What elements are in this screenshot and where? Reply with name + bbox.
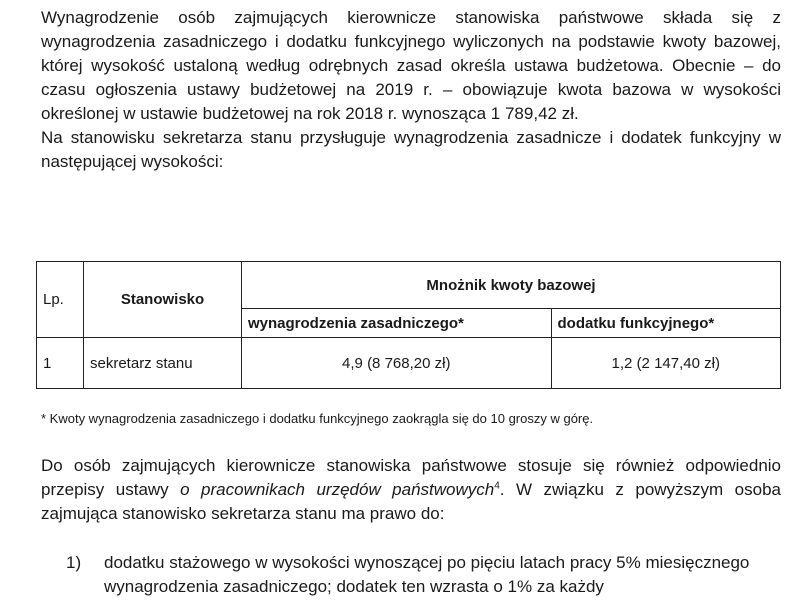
table-header-row xyxy=(37,262,781,309)
cell-lp: 1 xyxy=(37,338,84,389)
list-item-text: dodatku stażowego w wysokości wynoszącej po pięciu latach pracy 5% miesięcznego wynagrodzenia zasadniczego; dodatek ten wzrasta o 1% za każdy xyxy=(104,553,750,596)
law-title: o pracownikach urzędów państwowych xyxy=(180,480,495,499)
cell-wynagrodzenia: 4,9 (8 768,20 zł) xyxy=(242,338,552,389)
paragraph-base-amount: Wynagrodzenie osób zajmujących kierownicze stanowiska państwowe składa się z wynagrodzenia zasadniczego i dodatku funkcyjnego wyliczonych na podstawie kwoty bazowej, której wysokość ustaloną według odrębnych zasad określa ustawa budżetowa. Obecnie – do czasu ogłoszenia ustawy budżetowej na 2019 r. – obowiązuje kwota bazowa w wysokości określonej w ustawie budżetowej na rok 2018 r. wynosząca 1 789,42 zł. xyxy=(41,8,781,123)
paragraph-text-before: Do osób zajmujących kierownicze stanowiska państwowe stosuje się również odpowiednio przepisy ustawy xyxy=(41,456,781,499)
header-dodatku: dodatku funkcyjnego* xyxy=(551,309,780,338)
paragraph-applicable-law xyxy=(41,454,781,526)
header-mnoznik: Mnożnik kwoty bazowej xyxy=(242,262,781,309)
paragraph-text-after: . W związku z powyższym osoba zajmująca stanowisko sekretarza stanu ma prawo do: xyxy=(41,480,781,523)
paragraph-secretary-salary: Na stanowisku sekretarza stanu przysługuje wynagrodzenia zasadnicze i dodatek funkcyjny w następującej wysokości: xyxy=(41,128,781,171)
cell-dodatku: 1,2 (2 147,40 zł) xyxy=(551,338,780,389)
table-row xyxy=(37,338,781,389)
cell-stanowisko: sekretarz stanu xyxy=(84,338,242,389)
list-item xyxy=(66,551,781,599)
header-lp: Lp. xyxy=(37,262,84,338)
footnote-ref: 4 xyxy=(494,480,500,492)
table-footnote: * Kwoty wynagrodzenia zasadniczego i dodatku funkcyjnego zaokrągla się do 10 groszy w górę. xyxy=(41,411,594,426)
header-stanowisko: Stanowisko xyxy=(84,262,242,338)
list-item-number: 1) xyxy=(66,553,82,572)
salary-table xyxy=(36,261,781,389)
header-wynagrodzenia: wynagrodzenia zasadniczego* xyxy=(242,309,552,338)
document-page xyxy=(41,6,781,596)
